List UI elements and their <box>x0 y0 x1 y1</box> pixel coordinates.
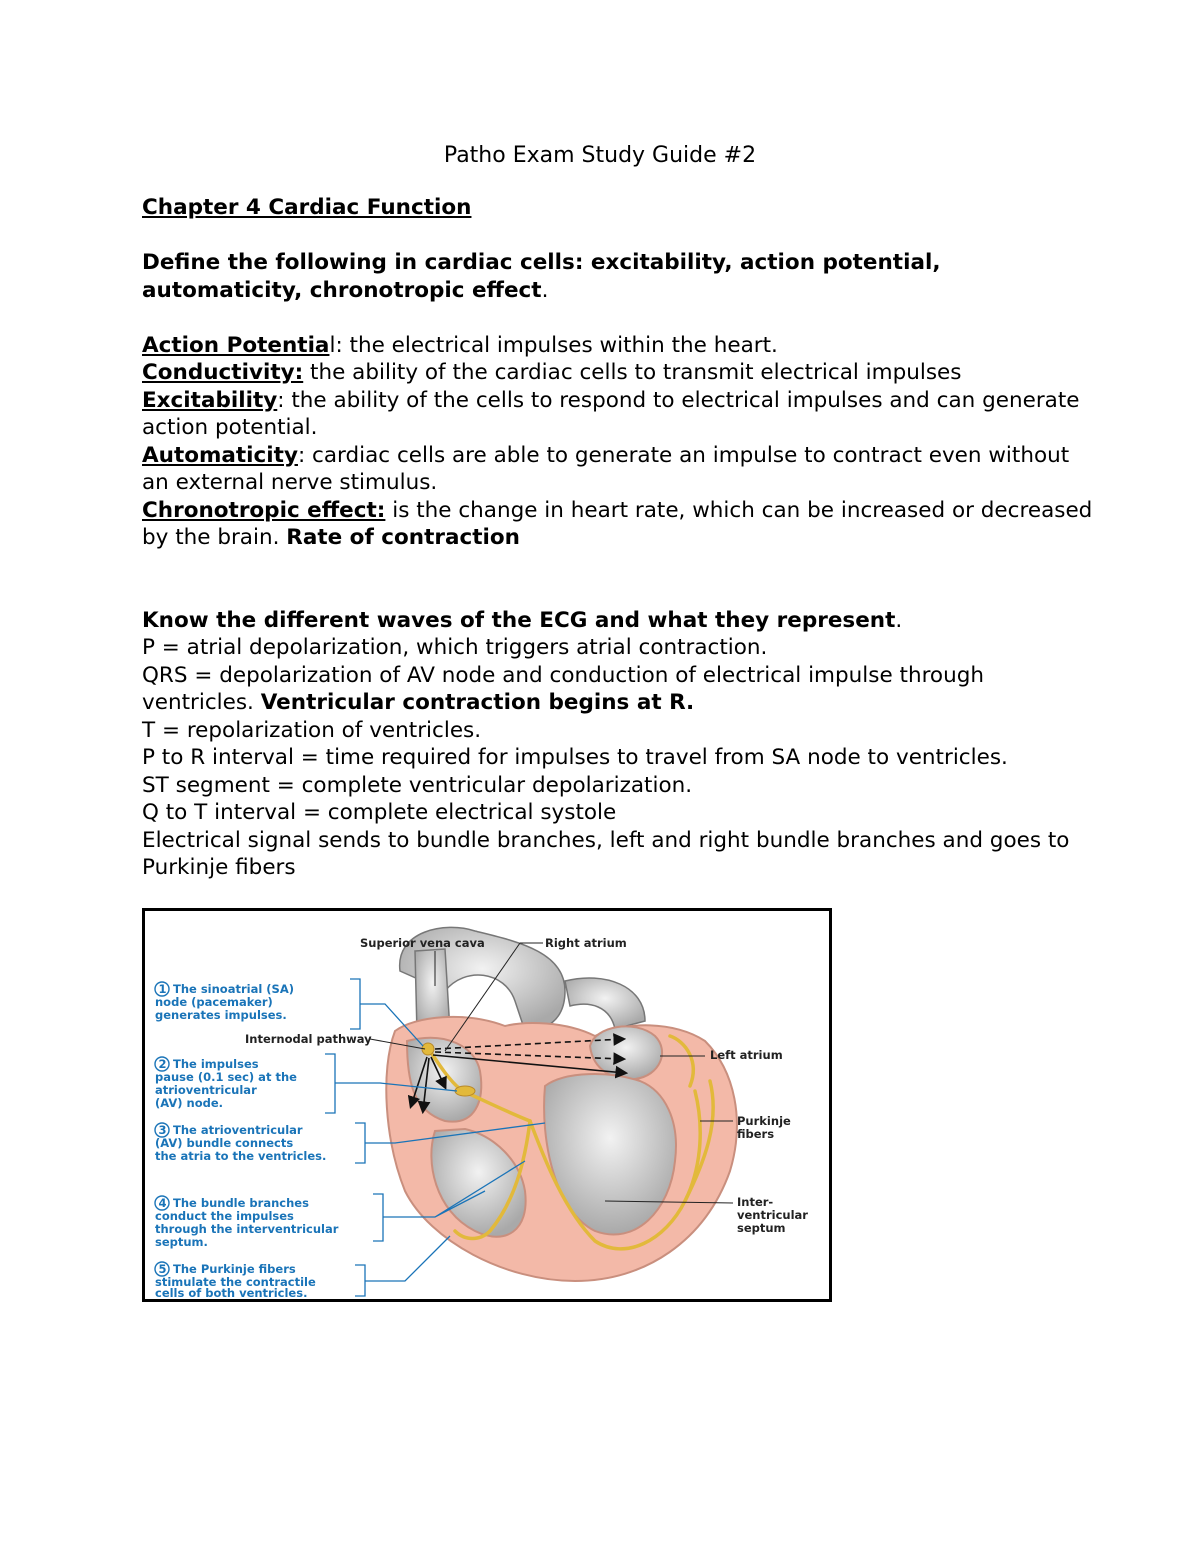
ecg-t-wave: T = repolarization of ventricles. <box>142 717 482 743</box>
ecg-qrs: QRS = depolarization of AV node and conduction of electrical impulse through ventricles. Ventricular contraction begins at R. <box>142 662 984 715</box>
svg-text:the atria to the ventricles.: the atria to the ventricles. <box>155 1149 327 1163</box>
term-action-potential: Action Potential: the electrical impulses within the heart. <box>142 332 778 358</box>
label-septum-2: ventricular <box>737 1208 808 1222</box>
heart-diagram <box>145 911 829 1299</box>
svg-text:node (pacemaker): node (pacemaker) <box>155 995 273 1009</box>
term-conductivity: Conductivity: the ability of the cardiac cells to transmit electrical impulses <box>142 360 962 385</box>
svg-text:pause (0.1 sec) at the: pause (0.1 sec) at the <box>155 1070 297 1084</box>
svg-text:(AV) bundle connects: (AV) bundle connects <box>155 1136 294 1150</box>
label-purkinje-2: fibers <box>737 1127 775 1141</box>
label-right-atrium: Right atrium <box>545 936 627 950</box>
svg-text:3: 3 <box>158 1123 167 1137</box>
term-chronotropic: Chronotropic effect: is the change in heart rate, which can be increased or decreased by the brain. Rate of contraction <box>142 497 1093 550</box>
term-excitability: Excitability: the ability of the cells to respond to electrical impulses and can generate action potential. <box>142 387 1080 440</box>
label-septum-1: Inter- <box>737 1195 774 1209</box>
svg-text:through the interventricular: through the interventricular <box>155 1222 339 1236</box>
document-body <box>142 194 1102 882</box>
ecg-qt-interval: Q to T interval = complete electrical systole <box>142 800 617 825</box>
term-automaticity: Automaticity: cardiac cells are able to generate an impulse to contract even without an external nerve stimulus. <box>142 442 1070 495</box>
ecg-st-segment: ST segment = complete ventricular depolarization. <box>142 772 693 798</box>
label-left-atrium: Left atrium <box>710 1048 783 1062</box>
svg-text:The bundle branches: The bundle branches <box>173 1196 309 1210</box>
svg-text:5: 5 <box>158 1262 167 1276</box>
svg-text:(AV) node.: (AV) node. <box>155 1096 224 1110</box>
label-septum-3: septum <box>737 1221 786 1235</box>
svg-text:cells of both ventricles.: cells of both ventricles. <box>155 1286 308 1299</box>
svg-text:2: 2 <box>158 1057 167 1071</box>
av-node-shape <box>455 1086 475 1096</box>
pulmonary-vessel-shape <box>565 978 645 1029</box>
svg-text:The impulses: The impulses <box>173 1057 259 1071</box>
svg-text:stimulate the contractile: stimulate the contractile <box>155 1275 316 1289</box>
label-purkinje-1: Purkinje <box>737 1114 791 1128</box>
svg-text:1: 1 <box>158 982 167 996</box>
svg-text:atrioventricular: atrioventricular <box>155 1083 257 1097</box>
document-title: Patho Exam Study Guide #2 <box>443 143 757 168</box>
heart-conduction-figure <box>142 908 832 1302</box>
svg-text:4: 4 <box>158 1196 167 1210</box>
svg-text:generates impulses.: generates impulses. <box>155 1008 287 1022</box>
svg-text:The sinoatrial (SA): The sinoatrial (SA) <box>173 982 294 996</box>
svg-text:The Purkinje fibers: The Purkinje fibers <box>173 1262 296 1276</box>
ecg-signal: Electrical signal sends to bundle branches, left and right bundle branches and goes to Purkinje fibers <box>142 827 1070 880</box>
ecg-pr-interval: P to R interval = time required for impulses to travel from SA node to ventricles. <box>142 745 1008 770</box>
svg-text:septum.: septum. <box>155 1235 208 1249</box>
svg-text:conduct the impulses: conduct the impulses <box>155 1209 294 1223</box>
ecg-heading: Know the different waves of the ECG and what they represent. <box>142 607 903 633</box>
label-superior-vena-cava: Superior vena cava <box>360 936 485 950</box>
svg-text:The atrioventricular: The atrioventricular <box>173 1123 303 1137</box>
define-prompt: Define the following in cardiac cells: excitability, action potential, automaticity, chronotropic effect. <box>142 250 941 303</box>
label-internodal-pathway: Internodal pathway <box>245 1032 372 1046</box>
chapter-heading: Chapter 4 Cardiac Function <box>142 195 472 220</box>
ecg-p-wave: P = atrial depolarization, which triggers atrial contraction. <box>142 635 768 660</box>
